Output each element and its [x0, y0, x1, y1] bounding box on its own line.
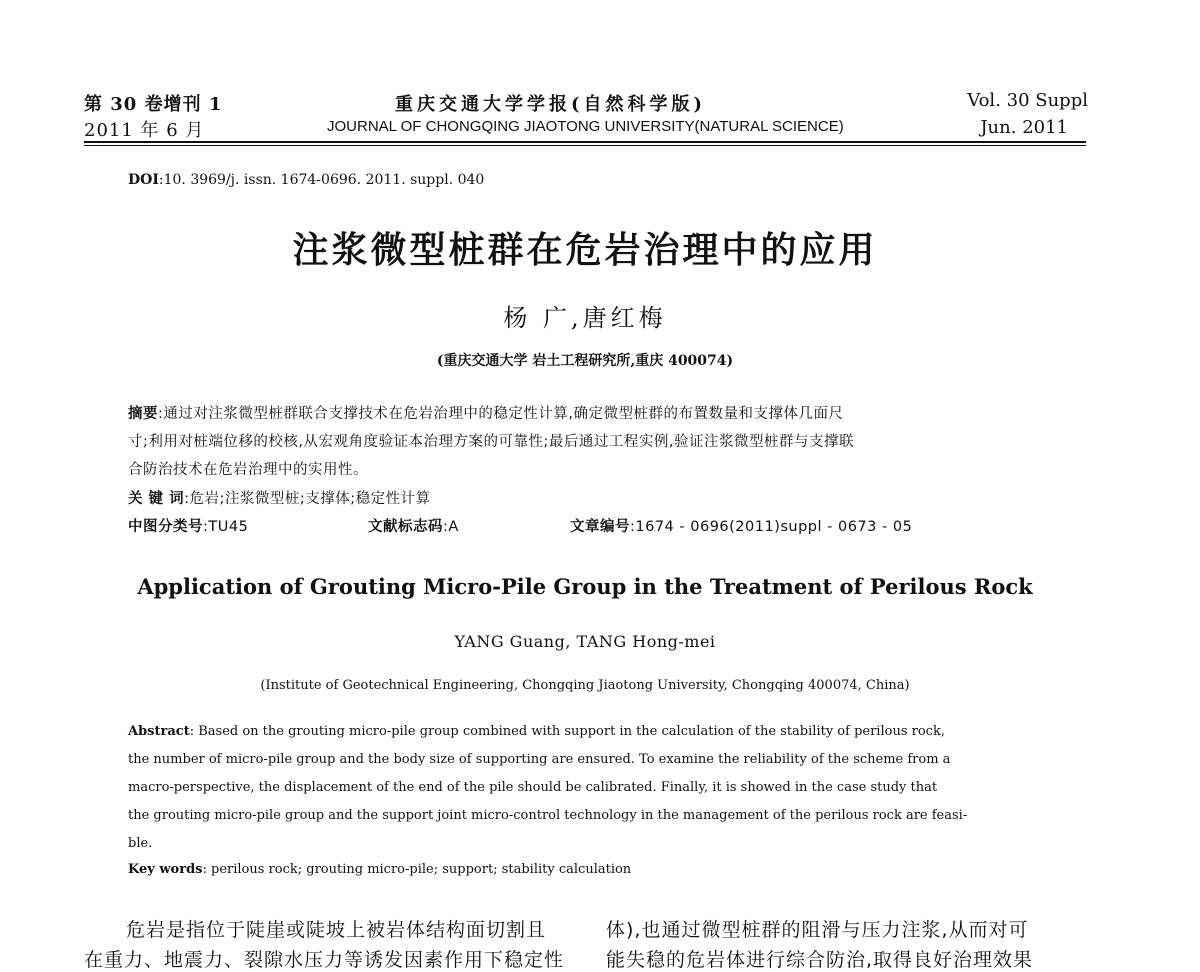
header-rule-thick	[84, 141, 1086, 143]
keywords-zh-label: 关 键 词	[128, 491, 185, 507]
doi	[128, 172, 484, 188]
affiliation-zh: (重庆交通大学 岩土工程研究所,重庆 400074)	[436, 353, 734, 369]
keywords-en: Key words: perilous rock; grouting micro-pile; support; stability calculation	[128, 862, 632, 877]
abstract-en-label: Abstract	[128, 724, 190, 739]
authors-zh: 杨 广,唐红梅	[503, 304, 667, 332]
body-left-line2: 在重力、地震力、裂隙水压力等诱发因素作用下稳定性	[84, 949, 565, 971]
abstract-en-line1: Abstract: Based on the grouting micro-pile group combined with support in the calculation of the stability of perilous rock,	[128, 724, 945, 739]
header-rule-thin	[84, 145, 1086, 146]
body-left-line1: 危岩是指位于陡崖或陡坡上被岩体结构面切割且	[126, 919, 547, 941]
keywords-zh: 关 键 词:危岩;注浆微型桩;支撑体;稳定性计算	[128, 491, 431, 507]
authors-en: YANG Guang, TANG Hong-mei	[454, 632, 716, 651]
article-number-label: 文章编号	[570, 519, 630, 535]
abstract-en-line3: macro-perspective, the displacement of the end of the pile should be calibrated. Finally, it is showed in the case study that	[128, 780, 938, 795]
abstract-zh-label: 摘要	[128, 406, 158, 422]
affiliation-en: (Institute of Geotechnical Engineering, Chongqing Jiaotong University, Chongqing 400074, China)	[260, 678, 910, 693]
clc-label: 中图分类号	[128, 519, 203, 535]
abstract-zh-line1: 摘要:通过对注浆微型桩群联合支撑技术在危岩治理中的稳定性计算,确定微型桩群的布置数量和支撑体几面尺	[128, 406, 844, 422]
abstract-en-line4: the grouting micro-pile group and the support joint micro-control technology in the management of the perilous rock are feasi-	[128, 808, 968, 823]
doi-value: :10. 3969/j. issn. 1674-0696. 2011. suppl. 040	[158, 172, 485, 188]
volume-issue: 第 30 卷增刊 1	[84, 94, 223, 115]
body-right-line2: 能失稳的危岩体进行综合防治,取得良好治理效果	[606, 949, 1034, 971]
title-en: Application of Grouting Micro-Pile Group in the Treatment of Perilous Rock	[137, 574, 1033, 599]
publication-date: 2011 年 6 月	[84, 120, 205, 141]
journal-name-en: JOURNAL OF CHONGQING JIAOTONG UNIVERSITY(NATURAL SCIENCE)	[327, 118, 844, 135]
body-right-line1: 体),也通过微型桩群的阻滑与压力注浆,从而对可	[606, 919, 1029, 941]
date-en: Jun. 2011	[980, 117, 1068, 138]
clc-value: :TU45	[203, 519, 249, 535]
doc-code-label: 文献标志码	[368, 519, 443, 535]
title-zh: 注浆微型桩群在危岩治理中的应用	[292, 230, 878, 271]
doc-code-value: :A	[443, 519, 459, 535]
doi-label: DOI	[128, 172, 159, 188]
journal-name-zh: 重庆交通大学学报(自然科学版)	[395, 94, 707, 115]
abstract-zh-line3: 合防治技术在危岩治理中的实用性。	[128, 462, 368, 478]
volume-en: Vol. 30 Suppl	[967, 90, 1088, 111]
keywords-en-label: Key words	[128, 862, 203, 877]
classification-line	[128, 515, 1028, 536]
abstract-zh-line2: 寸;利用对桩端位移的校核,从宏观角度验证本治理方案的可靠性;最后通过工程实例,验证注浆微型桩群与支撑联	[128, 434, 854, 450]
article-number-value: :1674 - 0696(2011)suppl - 0673 - 05	[630, 519, 913, 535]
abstract-en-line2: the number of micro-pile group and the body size of supporting are ensured. To examine the reliability of the scheme from a	[128, 752, 951, 767]
abstract-en-line5: ble.	[128, 836, 153, 851]
